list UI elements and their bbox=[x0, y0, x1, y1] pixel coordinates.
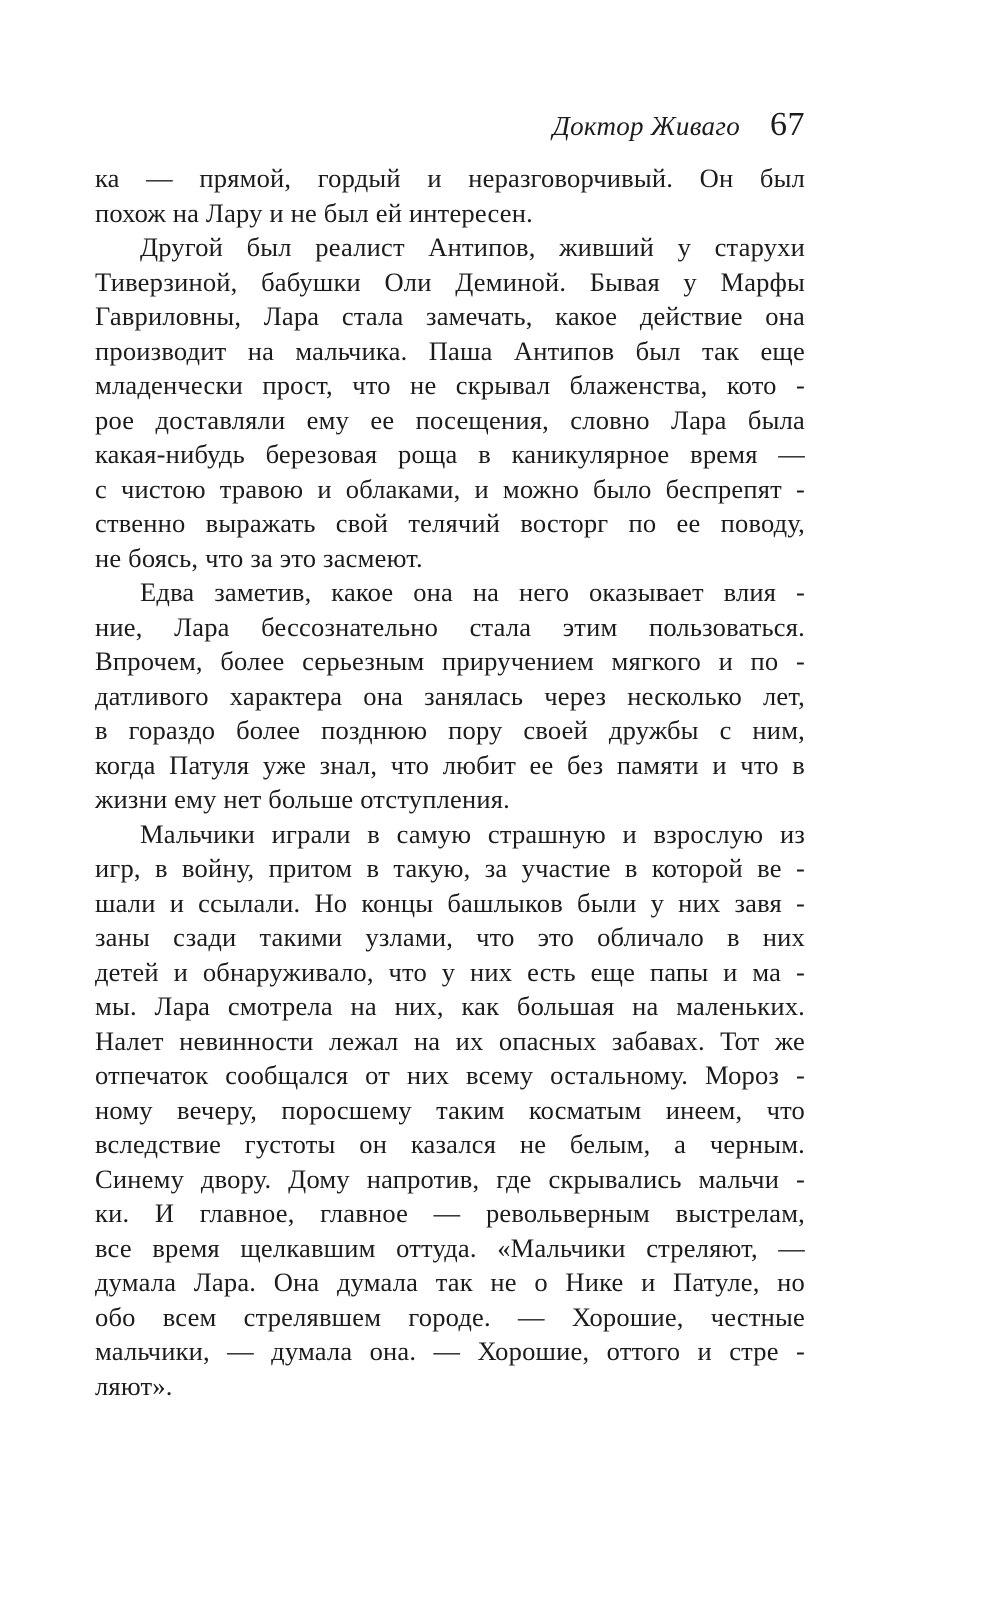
text-line: Мальчики играли в самую страшную и взрослую из bbox=[140, 818, 805, 849]
text-line: Тиверзиной, бабушки Оли Деминой. Бывая у Марфы bbox=[95, 266, 805, 297]
text-line: Едва заметив, какое она на него оказывает влия - bbox=[140, 577, 805, 607]
body-text bbox=[95, 161, 805, 1403]
text-line: младенчески прост, что не скрывал блаженства, кото - bbox=[95, 370, 805, 400]
text-line: шали и ссылали. Но концы башлыков были у них завя - bbox=[95, 887, 805, 918]
text-line: думала Лара. Она думала так не о Нике и Патуле, но bbox=[95, 1267, 805, 1297]
text-line: мальчики, — думала она. — Хорошие, оттого и стре - bbox=[95, 1336, 805, 1366]
text-line: какая-нибудь березовая роща в каникулярное время — bbox=[95, 439, 805, 469]
text-line: Гавриловны, Лара стала замечать, какое действие она bbox=[95, 301, 805, 331]
text-line: с чистою травою и облаками, и можно было беспрепят - bbox=[95, 473, 805, 504]
text-line: ки. И главное, главное — револьверным выстрелам, bbox=[95, 1198, 805, 1228]
text-line: Впрочем, более серьезным приручением мягкого и по - bbox=[95, 646, 805, 676]
text-line: Другой был реалист Антипов, живший у старухи bbox=[140, 232, 805, 262]
text-line: Синему двору. Дому напротив, где скрывались мальчи - bbox=[95, 1163, 805, 1194]
text-line: отпечаток сообщался от них всему остальному. Мороз - bbox=[95, 1060, 805, 1090]
text-line: жизни ему нет больше отступления. bbox=[95, 784, 510, 814]
running-head bbox=[95, 106, 805, 144]
text-line: игр, в войну, притом в такую, за участие в которой ве - bbox=[95, 853, 805, 883]
text-line: рое доставляли ему ее посещения, словно Лара была bbox=[95, 404, 805, 435]
page-number: 67 bbox=[770, 106, 805, 143]
text-line: ляют». bbox=[95, 1370, 173, 1401]
text-line: в гораздо более позднюю пору своей дружбы с ним, bbox=[95, 715, 805, 745]
text-line: Налет невинности лежал на их опасных забавах. Тот же bbox=[95, 1025, 805, 1056]
text-line: все время щелкавшим оттуда. «Мальчики стреляют, — bbox=[95, 1232, 805, 1263]
text-line: похож на Лару и не был ей интересен. bbox=[95, 197, 533, 228]
text-line: детей и обнаруживало, что у них есть еще папы и ма - bbox=[95, 956, 805, 987]
text-line: производит на мальчика. Паша Антипов был так еще bbox=[95, 335, 805, 366]
text-line: мы. Лара смотрела на них, как большая на маленьких. bbox=[95, 991, 805, 1021]
text-line: вследствие густоты он казался не белым, а черным. bbox=[95, 1129, 805, 1159]
text-line: датливого характера она занялась через несколько лет, bbox=[95, 680, 805, 711]
text-line: ние, Лара бессознательно стала этим пользоваться. bbox=[95, 611, 805, 642]
text-line: обо всем стрелявшем городе. — Хорошие, честные bbox=[95, 1301, 805, 1332]
text-line: ственно выражать свой телячий восторг по ее поводу, bbox=[95, 508, 805, 538]
book-title: Доктор Живаго bbox=[552, 111, 740, 141]
text-line: ному вечеру, поросшему таким косматым инеем, что bbox=[95, 1094, 805, 1125]
text-line: не боясь, что за это засмеют. bbox=[95, 542, 423, 573]
text-line: ка — прямой, гордый и неразговорчивый. Он был bbox=[95, 163, 805, 193]
text-line: когда Патуля уже знал, что любит ее без памяти и что в bbox=[95, 749, 805, 780]
text-line: заны сзади такими узлами, что это обличало в них bbox=[95, 922, 805, 952]
